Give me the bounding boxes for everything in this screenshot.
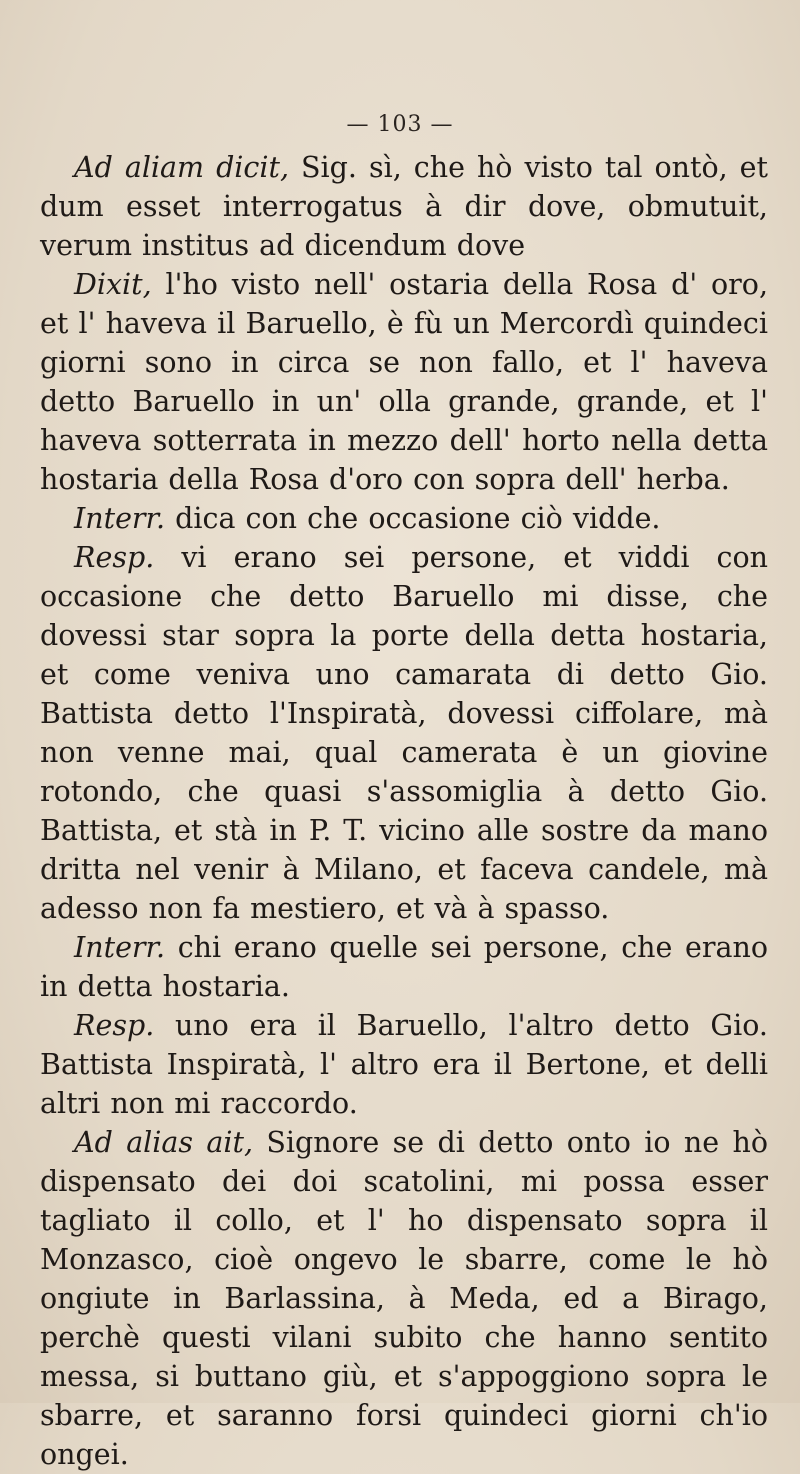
paragraph [40,148,768,265]
page-number: — 103 — [346,112,454,137]
paragraph-lead: Ad aliam dicit, [74,151,290,184]
paragraph-text: vi erano sei persone, et viddi con occasione che detto Baruello mi disse, che dovessi star sopra la porte della detta hostaria, et come veniva uno camarata di detto Gio. Battista detto l'Inspiratà, dovessi ciffolare, mà non venne mai, qual camerata è un giovine rotondo, che quasi s'assomiglia à detto Gio. Battista, et stà in P. T. vicino alle sostre da mano dritta nel venir à Milano, et faceva candele, mà adesso non fa mestiero, et và à spasso. [40,541,768,925]
paragraph [40,265,768,499]
paragraph [40,928,768,1006]
paragraph [40,538,768,928]
paragraph-text: l'ho visto nell' ostaria della Rosa d' oro, et l' haveva il Baruello, è fù un Mercordì quindeci giorni sono in circa se non fallo, et l' haveva detto Baruello in un' olla grande, grande, et l' haveva sotterrata in mezzo dell' horto nella detta hostaria della Rosa d'oro con sopra dell' herba. [40,268,768,496]
paragraph-lead: Ad alias ait, [74,1126,254,1159]
paragraph-text: Signore se di detto onto io ne hò dispensato dei doi scatolini, mi possa esser tagliato il collo, et l' ho dispensato sopra il Monzasco, cioè ongevo le sbarre, come le hò ongiute in Barlassina, à Meda, ed a Birago, perchè questi vilani subito che hanno sentito messa, si buttano giù, et s'appoggiono sopra le sbarre, et saranno forsi quindeci giorni ch'io ongei. [40,1126,768,1471]
paragraph-text: dica con che occasione ciò vidde. [165,502,661,535]
paragraph-lead: Dixit, [74,268,152,301]
paragraph-text: Sig. sì, che hò visto tal ontò, et dum esset interrogatus à dir dove, obmutuit, verum institus ad dicendum dove [40,151,768,262]
paragraph-text: uno era il Baruello, l'altro detto Gio. Battista Inspiratà, l' altro era il Bertone, et delli altri non mi raccordo. [40,1009,768,1120]
paragraph-lead: Interr. [74,502,166,535]
paragraph [40,1006,768,1123]
paragraph-text: chi erano quelle sei persone, che erano in detta hostaria. [40,931,768,1003]
text-block [40,148,768,1474]
paragraph-lead: Interr. [74,931,166,964]
paragraph-lead: Resp. [74,1009,155,1042]
paragraph [40,1123,768,1474]
paragraph-lead: Resp. [74,541,155,574]
paragraph [40,499,768,538]
